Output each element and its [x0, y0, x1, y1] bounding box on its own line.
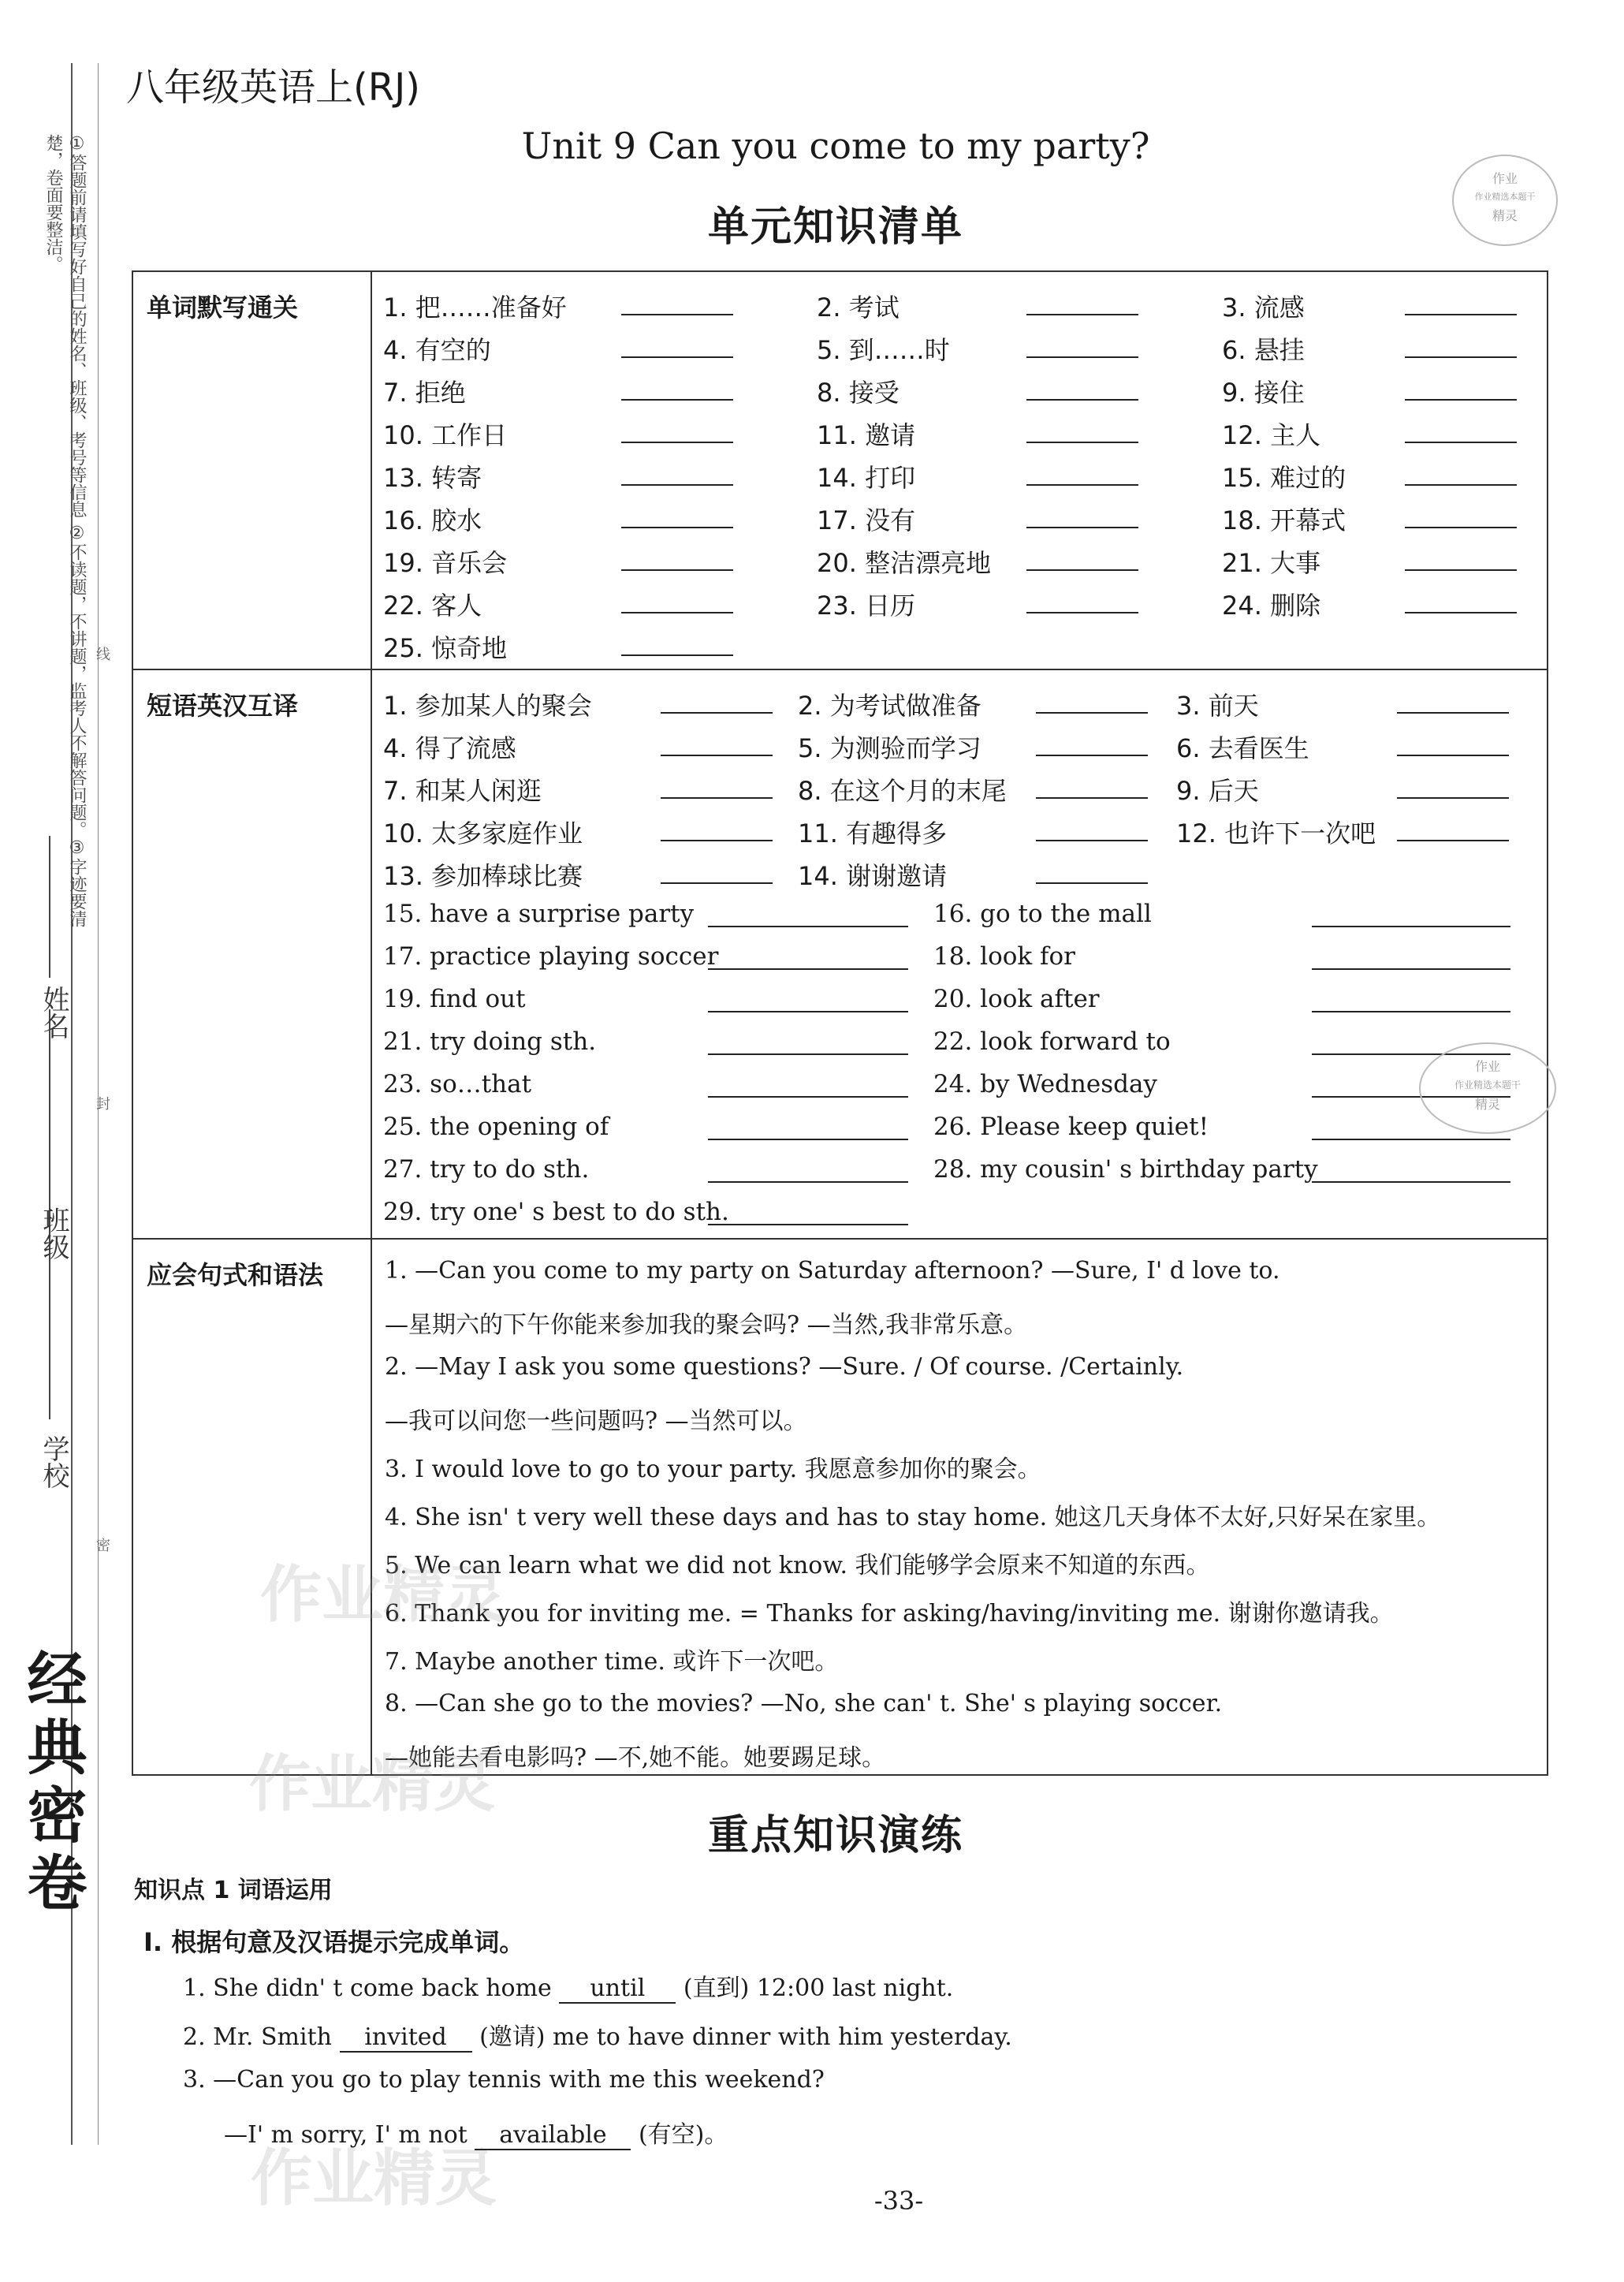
vocab-item: 24. 删除	[1222, 591, 1321, 621]
vocab-answer-blank[interactable]	[1026, 483, 1138, 486]
vocab-answer-blank[interactable]	[1405, 610, 1517, 613]
grammar-line: —我可以问您一些问题吗? —当然可以。	[385, 1408, 807, 1435]
watermark: 作业精灵	[249, 1749, 496, 1820]
vocab-item: 6. 悬挂	[1222, 335, 1305, 365]
vocab-answer-blank[interactable]	[1405, 355, 1517, 358]
phrase-answer-blank[interactable]	[708, 1052, 908, 1055]
vocab-answer-blank[interactable]	[621, 312, 733, 315]
phrase-answer-blank[interactable]	[1312, 1009, 1510, 1012]
phrase-item: 4. 得了流感	[383, 733, 516, 763]
phrase-item: 25. the opening of	[383, 1113, 609, 1141]
seal-xian: 线	[94, 647, 110, 661]
phrase-item: 7. 和某人闲逛	[383, 776, 542, 806]
exercise-question-1	[183, 1968, 953, 2004]
exercise-question-2	[183, 2017, 1012, 2053]
vocab-answer-blank[interactable]	[1026, 312, 1138, 315]
exercise-question-3: 3. —Can you go to play tennis with me this weekend?	[183, 2066, 825, 2094]
vocab-item: 14. 打印	[817, 463, 916, 493]
stamp-bottom-text: 精灵	[1474, 1097, 1500, 1112]
vocab-item: 7. 拒绝	[383, 378, 466, 408]
grammar-line: 2. —May I ask you some questions? —Sure. / Of course. /Certainly.	[385, 1353, 1184, 1381]
phrase-item: 29. try one' s best to do sth.	[383, 1198, 729, 1226]
phrase-answer-blank[interactable]	[661, 753, 773, 756]
phrase-item: 28. my cousin' s birthday party	[933, 1155, 1318, 1184]
table-row-divider-1	[132, 669, 1548, 670]
phrase-answer-blank[interactable]	[1036, 881, 1148, 884]
answer-blank[interactable]: available	[475, 2121, 631, 2150]
watermark: 作业精灵	[251, 2143, 497, 2214]
knowledge-point-label: 知识点 1 词语运用	[134, 1877, 333, 1904]
phrase-item: 8. 在这个月的末尾	[798, 776, 1007, 806]
vocab-item: 5. 到……时	[817, 335, 950, 365]
watermark: 作业精灵	[260, 1560, 507, 1631]
vocab-answer-blank[interactable]	[621, 483, 733, 486]
vocab-answer-blank[interactable]	[1026, 525, 1138, 528]
phrase-answer-blank[interactable]	[708, 1094, 908, 1098]
vocab-item: 9. 接住	[1222, 378, 1305, 408]
vocab-answer-blank[interactable]	[1405, 312, 1517, 315]
stamp-middle-text: 作业精选本题干	[1474, 192, 1536, 202]
seal-mi: 密	[94, 1538, 110, 1552]
vocab-answer-blank[interactable]	[1026, 610, 1138, 613]
vocab-answer-blank[interactable]	[621, 568, 733, 571]
vocab-section-label: 单词默写通关	[147, 293, 299, 323]
exercise-question-3-answer	[224, 2115, 728, 2150]
phrase-item: 1. 参加某人的聚会	[383, 691, 592, 721]
phrase-answer-blank[interactable]	[708, 1137, 908, 1140]
grammar-line: 3. I would love to go to your party. 我愿意参加你的聚会。	[385, 1456, 1041, 1483]
phrase-answer-blank[interactable]	[1036, 796, 1148, 799]
phrase-answer-blank[interactable]	[1036, 710, 1148, 714]
vocab-answer-blank[interactable]	[1026, 355, 1138, 358]
question-text: (有空)。	[638, 2121, 728, 2149]
phrase-answer-blank[interactable]	[1312, 967, 1510, 970]
question-text: 2. Mr. Smith	[183, 2023, 332, 2051]
phrase-answer-blank[interactable]	[1312, 924, 1510, 927]
phrase-item: 19. find out	[383, 985, 526, 1013]
phrase-item: 9. 后天	[1176, 776, 1259, 806]
page-number: -33-	[873, 2186, 924, 2216]
phrase-answer-blank[interactable]	[661, 881, 773, 884]
phrase-item: 11. 有趣得多	[798, 818, 948, 848]
grammar-line: 1. —Can you come to my party on Saturday afternoon? —Sure, I' d love to.	[385, 1257, 1280, 1285]
vocab-item: 4. 有空的	[383, 335, 491, 365]
phrase-item: 13. 参加棒球比赛	[383, 861, 583, 891]
class-label: 班级	[38, 1206, 69, 1260]
question-text: (直到) 12:00 last night.	[683, 1974, 954, 2002]
grammar-line: 6. Thank you for inviting me. = Thanks for asking/having/inviting me. 谢谢你邀请我。	[385, 1600, 1394, 1628]
unit-title: Unit 9 Can you come to my party?	[521, 125, 1150, 167]
phrase-item: 24. by Wednesday	[933, 1070, 1157, 1098]
phrase-item: 26. Please keep quiet!	[933, 1113, 1209, 1141]
vocab-answer-blank[interactable]	[621, 525, 733, 528]
vocab-item: 11. 邀请	[817, 420, 916, 450]
vocab-answer-blank[interactable]	[1405, 568, 1517, 571]
vocab-item: 16. 胶水	[383, 505, 482, 535]
phrase-item: 27. try to do sth.	[383, 1155, 590, 1184]
grammar-line: —星期六的下午你能来参加我的聚会吗? —当然,我非常乐意。	[385, 1311, 1028, 1339]
school-label: 学校	[38, 1435, 69, 1489]
phrase-answer-blank[interactable]	[1312, 1137, 1510, 1140]
vocab-item: 2. 考试	[817, 293, 900, 323]
grammar-section-label: 应会句式和语法	[147, 1260, 324, 1290]
vocab-answer-blank[interactable]	[1026, 568, 1138, 571]
binding-margin	[0, 0, 118, 2282]
vocab-item: 13. 转寄	[383, 463, 482, 493]
grammar-line: 8. —Can she go to the movies? —No, she can' t. She' s playing soccer.	[385, 1690, 1223, 1717]
phrase-item: 17. practice playing soccer	[383, 942, 719, 971]
phrase-item: 15. have a surprise party	[383, 900, 695, 928]
table-row-divider-2	[132, 1238, 1548, 1240]
answer-blank[interactable]: until	[559, 1974, 676, 2004]
phrase-item: 16. go to the mall	[933, 900, 1152, 928]
question-text: —I' m sorry, I' m not	[224, 2121, 467, 2149]
phrase-answer-blank[interactable]	[1397, 710, 1509, 714]
vocab-answer-blank[interactable]	[1026, 397, 1138, 401]
seal-feng: 封	[94, 1096, 110, 1110]
phrase-answer-blank[interactable]	[1397, 796, 1509, 799]
vocab-item: 23. 日历	[817, 591, 916, 621]
grammar-line: —她能去看电影吗? —不,她不能。她要踢足球。	[385, 1744, 886, 1772]
vocab-item: 25. 惊奇地	[383, 633, 508, 663]
phrase-item: 23. so…that	[383, 1070, 532, 1098]
vocab-item: 1. 把……准备好	[383, 293, 567, 323]
phrases-section-label: 短语英汉互译	[147, 691, 299, 721]
section-title-knowledge: 单元知识清单	[707, 203, 963, 251]
vocab-answer-blank[interactable]	[1405, 440, 1517, 443]
phrase-item: 22. look forward to	[933, 1027, 1171, 1056]
phrase-answer-blank[interactable]	[708, 1009, 908, 1012]
question-text: (邀请) me to have dinner with him yesterday.	[479, 2023, 1012, 2051]
phrase-answer-blank[interactable]	[708, 1180, 908, 1183]
answer-blank[interactable]: invited	[340, 2023, 472, 2053]
phrase-answer-blank[interactable]	[1036, 753, 1148, 756]
vocab-item: 21. 大事	[1222, 548, 1321, 578]
grammar-line: 5. We can learn what we did not know. 我们能够学会原来不知道的东西。	[385, 1552, 1210, 1579]
phrase-item: 18. look for	[933, 942, 1075, 971]
vocab-item: 12. 主人	[1222, 420, 1321, 450]
stamp-bottom-text: 精灵	[1492, 208, 1518, 223]
vocab-item: 17. 没有	[817, 505, 916, 535]
vocab-item: 18. 开幕式	[1222, 505, 1347, 535]
phrase-answer-blank[interactable]	[661, 796, 773, 799]
phrase-answer-blank[interactable]	[1036, 838, 1148, 841]
vocab-answer-blank[interactable]	[621, 440, 733, 443]
grammar-line: 4. She isn' t very well these days and has to stay home. 她这几天身体不太好,只好呆在家里。	[385, 1504, 1441, 1531]
phrase-answer-blank[interactable]	[1397, 753, 1509, 756]
exam-notice: ①答题前请填写好自己的姓名、班级、考号等信息 ②不读题，不讲题，监考人不解答问题。③字迹要清楚，卷面要整洁。	[43, 134, 87, 927]
vocab-item: 8. 接受	[817, 378, 900, 408]
vocab-item: 19. 音乐会	[383, 548, 508, 578]
vocab-answer-blank[interactable]	[621, 653, 733, 656]
stamp-top-text: 作业	[1492, 171, 1518, 186]
stamp-logo	[1452, 155, 1558, 246]
vocab-answer-blank[interactable]	[621, 355, 733, 358]
vocab-answer-blank[interactable]	[1405, 483, 1517, 486]
phrase-answer-blank[interactable]	[1397, 838, 1509, 841]
phrase-answer-blank[interactable]	[708, 967, 908, 970]
phrase-answer-blank[interactable]	[708, 1222, 908, 1225]
phrase-item: 3. 前天	[1176, 691, 1259, 721]
stamp-logo-2	[1419, 1042, 1556, 1134]
vocab-answer-blank[interactable]	[1026, 440, 1138, 443]
stamp-middle-text: 作业精选本题干	[1454, 1079, 1521, 1091]
brand-title: 经典密卷	[17, 1648, 88, 1919]
grammar-line: 7. Maybe another time. 或许下一次吧。	[385, 1648, 839, 1676]
phrase-item: 12. 也许下一次吧	[1176, 818, 1376, 848]
vocab-item: 22. 客人	[383, 591, 482, 621]
section-title-practice: 重点知识演练	[707, 1812, 963, 1859]
vocab-item: 10. 工作日	[383, 420, 508, 450]
vocab-item: 15. 难过的	[1222, 463, 1347, 493]
vocab-answer-blank[interactable]	[1405, 525, 1517, 528]
phrase-item: 5. 为测验而学习	[798, 733, 981, 763]
vocab-answer-blank[interactable]	[621, 610, 733, 613]
vocab-item: 3. 流感	[1222, 293, 1305, 323]
phrase-item: 14. 谢谢邀请	[798, 861, 948, 891]
phrase-answer-blank[interactable]	[708, 924, 908, 927]
exercise-instruction: Ⅰ. 根据句意及汉语提示完成单词。	[143, 1927, 525, 1957]
phrase-item: 10. 太多家庭作业	[383, 818, 583, 848]
phrase-answer-blank[interactable]	[1312, 1180, 1510, 1183]
phrase-answer-blank[interactable]	[661, 838, 773, 841]
vocab-answer-blank[interactable]	[1405, 397, 1517, 401]
phrase-item: 20. look after	[933, 985, 1100, 1013]
stamp-top-text: 作业	[1474, 1059, 1500, 1074]
name-label: 姓名	[38, 986, 69, 1039]
vocab-item: 20. 整洁漂亮地	[817, 548, 992, 578]
question-text: 1. She didn' t come back home	[183, 1974, 552, 2002]
phrase-item: 2. 为考试做准备	[798, 691, 981, 721]
phrase-item: 6. 去看医生	[1176, 733, 1309, 763]
book-title: 八年级英语上(RJ)	[126, 65, 420, 110]
vocab-answer-blank[interactable]	[621, 397, 733, 401]
name-blank[interactable]	[49, 836, 50, 978]
phrase-answer-blank[interactable]	[661, 710, 773, 714]
phrase-item: 21. try doing sth.	[383, 1027, 597, 1056]
